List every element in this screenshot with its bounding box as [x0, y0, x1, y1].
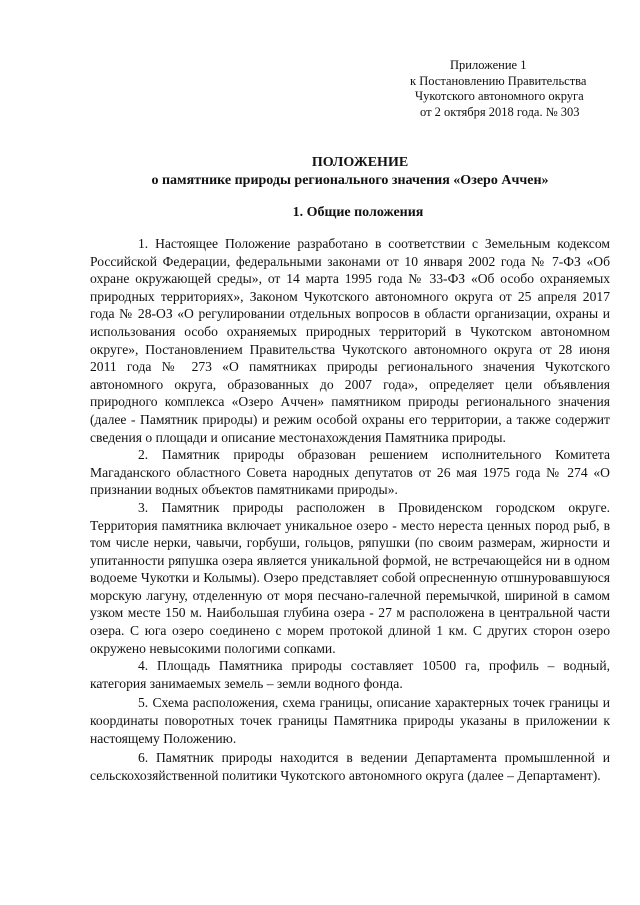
paragraph-5: 5. Схема расположения, схема границы, описание характерных точек границы и координаты поворотных точек границы Памятника природы указаны в приложении к настоящему Положению. — [90, 695, 610, 746]
paragraph-4: 4. Площадь Памятника природы составляет 10500 га, профиль – водный, категория занимаемых земель – земли водного фонда. — [90, 658, 610, 691]
document-body — [90, 235, 610, 784]
appendix-line-3: Чукотского автономного округа — [415, 89, 584, 103]
document-title — [90, 154, 610, 190]
appendix-line-4: от 2 октября 2018 года. № 303 — [420, 104, 580, 119]
title-line-1: ПОЛОЖЕНИЕ — [311, 155, 409, 170]
appendix-line-1: Приложение 1 — [450, 58, 527, 72]
appendix-line-2: к Постановлению Правительства — [410, 73, 587, 88]
paragraph-1: 1. Настоящее Положение разработано в соответствии с Земельным кодексом Российской Федерации, федеральными законами от 10 января 2002 года № 7-ФЗ «Об охране окружающей среды», от 14 марта 1995 года № 33-ФЗ «Об особо охраняемых природных территориях», Законом Чукотского автономного округа от 25 апреля 2017 года № 28-ОЗ «О регулировании отдельных вопросов в области организации, охраны и использования особо охраняемых природных территорий в Чукотском автономном округе», Постановлением Правительства Чукотского автономного округа от 28 июня 2011 года № 273 «О памятниках природы регионального значения Чукотского автономного округа, образованных до 2007 года», определяет цели объявления природного комплекса «Озеро Аччен» памятником природы регионального значения (далее - Памятник природы) и режим особой охраны его территории, а также содержит сведения о площади и описание местонахождения Памятника природы. — [90, 236, 610, 445]
title-line-2: о памятнике природы регионального значения «Озеро Аччен» — [151, 173, 549, 188]
paragraph-6: 6. Памятник природы находится в ведении Департамента промышленной и сельскохозяйственной политики Чукотского автономного округа (далее – Департамент). — [90, 750, 610, 783]
paragraph-2: 2. Памятник природы образован решением исполнительного Комитета Магаданского областного Совета народных депутатов от 26 мая 1975 года № 274 «О признании водных объектов памятниками природы». — [90, 447, 610, 498]
section-heading: 1. Общие положения — [292, 205, 424, 220]
paragraph-3: 3. Памятник природы расположен в Провиденском городском округе. Территория памятника включает уникальное озеро - место нереста ценных пород рыб, в том числе нерки, чавычи, горбуши, гольцов, ряпушки (по своим размерам, жирности и упитанности ряпушка озера является уникальной формой, не встречающейся ни в одном водоеме Чукотки и Колымы). Озеро представляет собой опресненную отшнуровавшуюся морскую лагуну, отделенную от моря песчано-галечной перемычкой, шириной в самом узком месте 150 м. Наибольшая глубина озера - 27 м расположена в центральной части озера. С юга озеро соединено с морем протокой длиной 1 км. С других сторон озеро окружено невысокими пологими сопками. — [90, 499, 610, 656]
appendix-header — [380, 58, 610, 120]
